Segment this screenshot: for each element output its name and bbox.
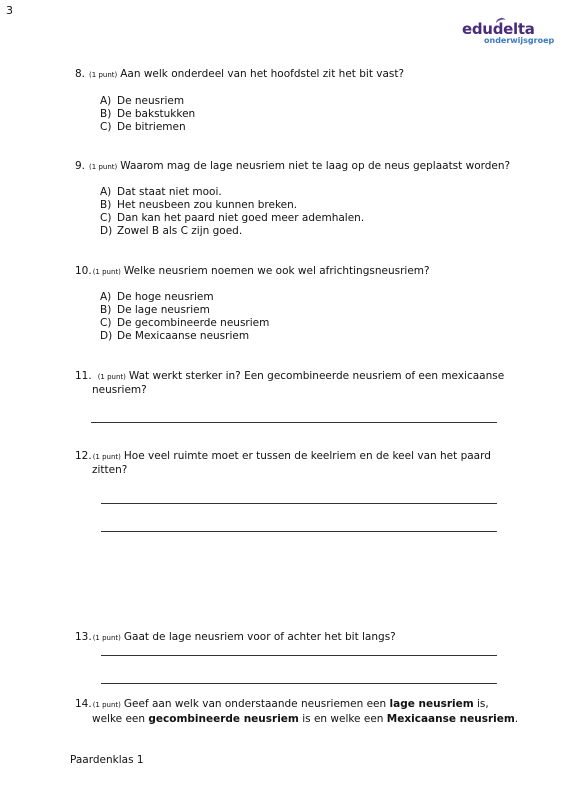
answer-line[interactable] [101, 531, 497, 532]
question-text: Waarom mag de lage neusriem niet te laag op de neus geplaatst worden? [120, 160, 511, 172]
question-8 [75, 68, 404, 82]
option-b: B) Het neusbeen zou kunnen breken. [100, 199, 298, 211]
points-label: (1 punt) [97, 373, 126, 381]
option-b: B) De bakstukken [100, 108, 196, 120]
points-label: (1 punt) [89, 163, 118, 171]
option-a: A) De neusriem [100, 95, 185, 107]
answer-line[interactable] [101, 683, 497, 684]
question-number: 13. [75, 631, 92, 643]
question-14-line2: welke een gecombineerde neusriem is en welke een Mexicaanse neusriem. [92, 713, 519, 725]
question-11 [75, 370, 504, 384]
footer-text: Paardenklas 1 [70, 754, 144, 766]
question-9 [75, 160, 510, 174]
question-number: 9. [75, 160, 86, 172]
question-14: 14.(1 punt) Geef aan welk van onderstaande neusriemen een lage neusriem is, [75, 698, 489, 710]
option-a: A) De hoge neusriem [100, 291, 214, 303]
option-c: C) De bitriemen [100, 121, 186, 133]
question-13 [75, 631, 396, 645]
question-text-cont: zitten? [92, 464, 128, 476]
option-c: C) Dan kan het paard niet goed meer ademhalen. [100, 212, 365, 224]
term-lage-neusriem: lage neusriem [389, 698, 474, 710]
option-b: B) De lage neusriem [100, 304, 210, 316]
page-number: 3 [6, 4, 13, 17]
question-text: Gaat de lage neusriem voor of achter het bit langs? [123, 631, 396, 643]
option-d: D) Zowel B als C zijn goed. [100, 225, 243, 237]
question-text: Aan welk onderdeel van het hoofdstel zit het bit vast? [120, 68, 405, 80]
logo-main-text: edudelta [462, 20, 535, 38]
question-number: 14. [75, 698, 92, 710]
question-number: 10. [75, 265, 92, 277]
points-label: (1 punt) [92, 701, 121, 709]
edudelta-logo [462, 20, 554, 48]
term-gecombineerde-neusriem: gecombineerde neusriem [148, 713, 299, 725]
question-number: 8. [75, 68, 86, 80]
answer-line[interactable] [91, 422, 497, 423]
option-a: A) Dat staat niet mooi. [100, 186, 222, 198]
answer-line[interactable] [101, 503, 497, 504]
question-text: Wat werkt sterker in? Een gecombineerde neusriem of een mexicaanse [128, 370, 505, 382]
points-label: (1 punt) [92, 268, 121, 276]
question-text-cont: neusriem? [92, 384, 147, 396]
question-10 [75, 265, 430, 279]
logo-sub-text: onderwijsgroep [484, 36, 555, 45]
question-number: 11. [75, 370, 92, 382]
answer-line[interactable] [101, 655, 497, 656]
option-c: C) De gecombineerde neusriem [100, 317, 270, 329]
option-d: D) De Mexicaanse neusriem [100, 330, 250, 342]
question-number: 12. [75, 450, 92, 462]
points-label: (1 punt) [89, 71, 118, 79]
question-text: Welke neusriem noemen we ook wel africhtingsneusriem? [123, 265, 430, 277]
question-12 [75, 450, 491, 464]
points-label: (1 punt) [92, 634, 121, 642]
question-text: Hoe veel ruimte moet er tussen de keelriem en de keel van het paard [123, 450, 491, 462]
points-label: (1 punt) [92, 453, 121, 461]
term-mexicaanse-neusriem: Mexicaanse neusriem [386, 713, 515, 725]
